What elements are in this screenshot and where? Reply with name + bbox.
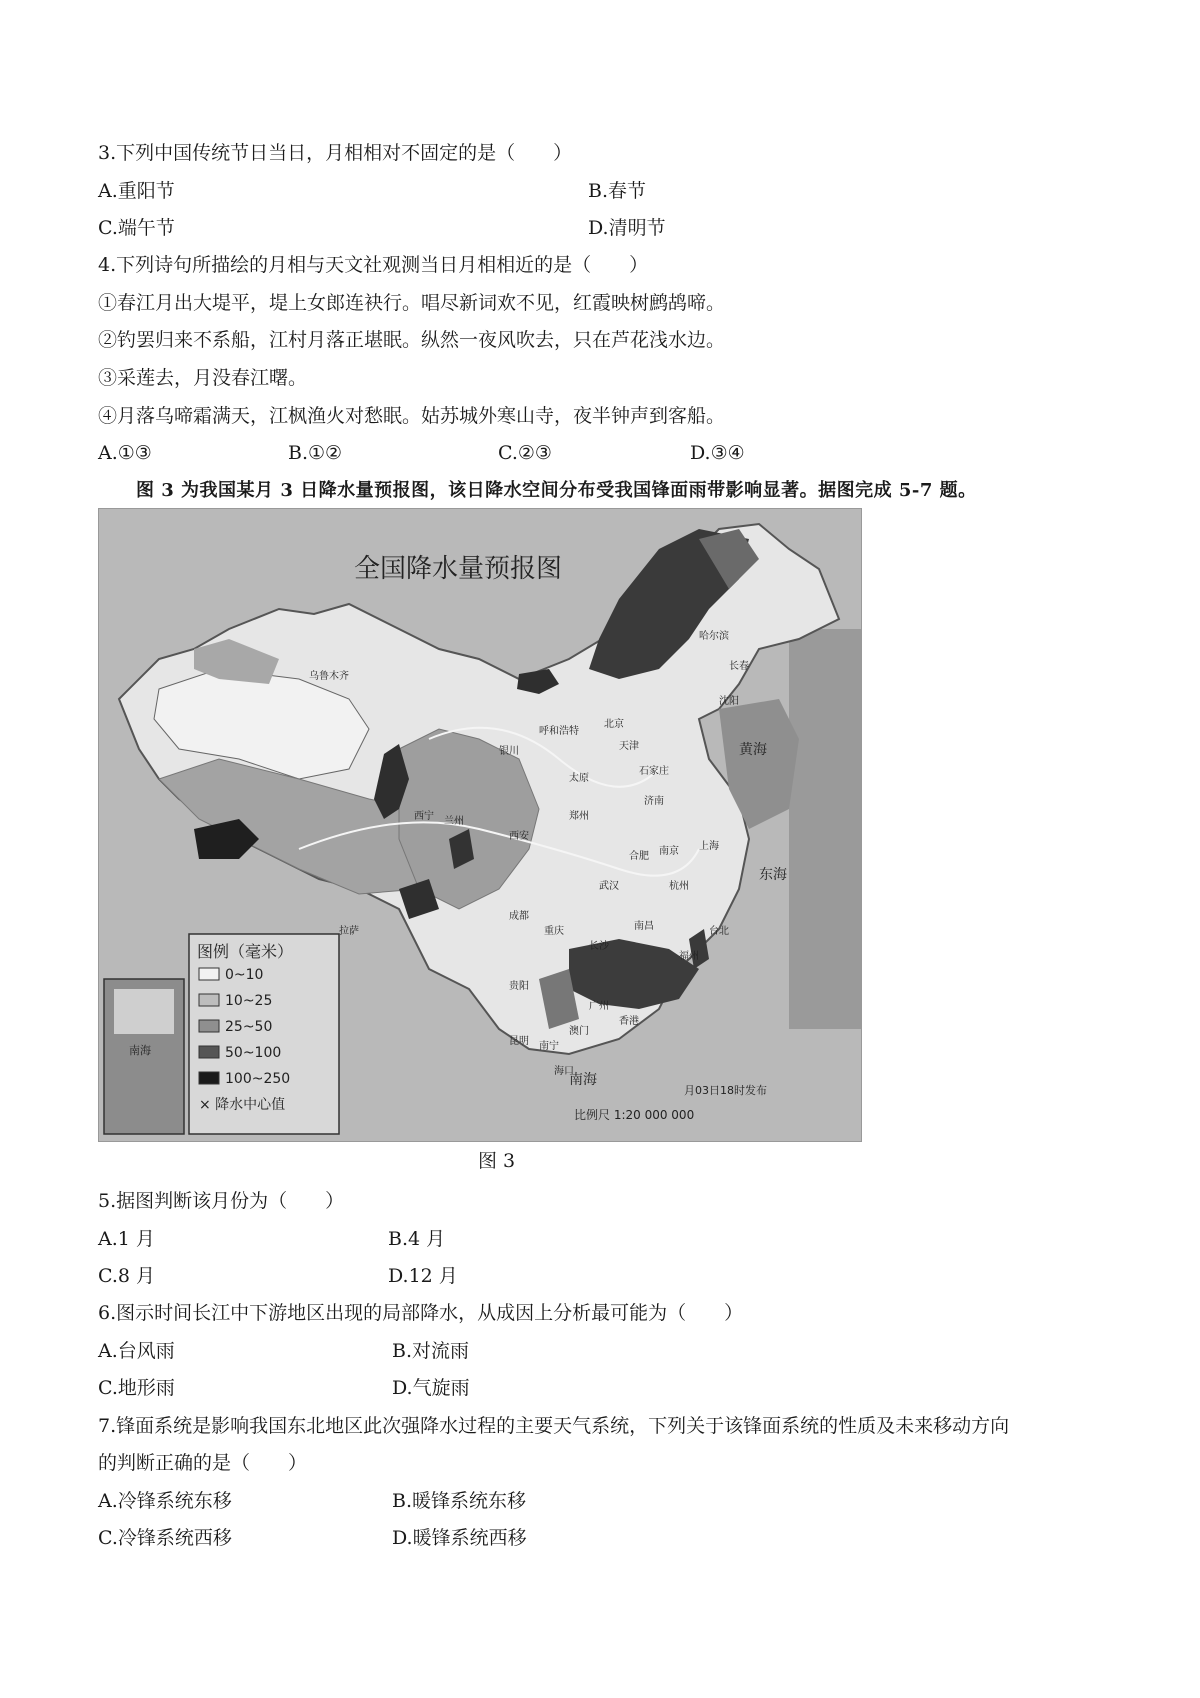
q7-option-d[interactable]: D.暖锋系统西移 [392, 1527, 527, 1549]
q5-option-a[interactable]: A.1 月 [98, 1228, 155, 1250]
release-time: 月03日18时发布 [684, 1084, 767, 1097]
legend-title: 图例（毫米） [197, 942, 294, 961]
city-label: 香港 [619, 1016, 639, 1027]
precipitation-map-figure [98, 508, 862, 1142]
inset-label: 南海 [129, 1044, 151, 1057]
q7-stem-line2: 的判断正确的是（ ） [98, 1452, 308, 1474]
q4-option-d[interactable]: D.③④ [690, 442, 745, 464]
legend-swatch [199, 994, 219, 1006]
city-label: 福州 [679, 951, 699, 962]
figure-caption: 图 3 [478, 1150, 516, 1172]
city-label: 拉萨 [339, 926, 359, 937]
legend-swatch [199, 1020, 219, 1032]
city-label: 成都 [509, 911, 529, 922]
q3-option-d[interactable]: D.清明节 [588, 217, 666, 239]
q5-option-c[interactable]: C.8 月 [98, 1265, 156, 1287]
city-label: 澳门 [569, 1026, 589, 1037]
q6-option-d[interactable]: D.气旋雨 [392, 1377, 470, 1399]
q6-stem: 6.图示时间长江中下游地区出现的局部降水，从成因上分析最可能为（ ） [98, 1302, 744, 1324]
city-label: 兰州 [444, 816, 464, 827]
precipitation-map [99, 509, 861, 1141]
city-label: 长沙 [589, 941, 609, 952]
city-label: 沈阳 [719, 696, 739, 707]
city-label: 上海 [699, 841, 719, 852]
city-label: 郑州 [569, 811, 589, 822]
city-label: 合肥 [629, 851, 649, 862]
q3-option-b[interactable]: B.春节 [588, 180, 647, 202]
q5-option-d[interactable]: D.12 月 [388, 1265, 458, 1287]
city-label: 贵阳 [509, 981, 529, 992]
city-label: 西宁 [414, 811, 434, 822]
q3-option-c[interactable]: C.端午节 [98, 217, 175, 239]
q7-option-b[interactable]: B.暖锋系统东移 [392, 1490, 527, 1512]
q7-option-c[interactable]: C.冷锋系统西移 [98, 1527, 232, 1549]
q4-poem-4: ④月落乌啼霜满天，江枫渔火对愁眠。姑苏城外寒山寺，夜半钟声到客船。 [98, 405, 726, 427]
sea-label-yellow: 黄海 [739, 742, 767, 758]
city-label: 海口 [554, 1066, 574, 1077]
city-label: 长春 [729, 661, 749, 672]
q3-option-a[interactable]: A.重阳节 [98, 180, 175, 202]
q5-option-b[interactable]: B.4 月 [388, 1228, 446, 1250]
q4-option-c[interactable]: C.②③ [498, 442, 552, 464]
city-label: 石家庄 [639, 766, 669, 777]
city-label: 西安 [509, 831, 529, 842]
figure-intro: 图 3 为我国某月 3 日降水量预报图，该日降水空间分布受我国锋面雨带影响显著。据图完成 5-7 题。 [136, 480, 977, 501]
q6-option-c[interactable]: C.地形雨 [98, 1377, 175, 1399]
q4-poem-3: ③采莲去，月没春江曙。 [98, 367, 308, 389]
city-label: 广州 [589, 1001, 609, 1012]
city-label: 天津 [619, 741, 639, 752]
legend-label: 100~250 [225, 1071, 291, 1087]
q4-option-b[interactable]: B.①② [288, 442, 343, 464]
city-label: 银川 [499, 746, 519, 757]
q6-option-a[interactable]: A.台风雨 [98, 1340, 175, 1362]
legend-label: 10~25 [225, 993, 273, 1009]
q4-stem: 4.下列诗句所描绘的月相与天文社观测当日月相相近的是（ ） [98, 254, 649, 276]
city-label: 台北 [709, 926, 729, 937]
city-label: 南宁 [539, 1041, 559, 1052]
sea-label-south: 南海 [569, 1072, 597, 1088]
legend-label: 25~50 [225, 1019, 273, 1035]
legend-swatch [199, 1046, 219, 1058]
city-label: 北京 [604, 719, 624, 730]
city-label: 南京 [659, 846, 679, 857]
map-title: 全国降水量预报图 [354, 554, 563, 584]
map-scale: 比例尺 1:20 000 000 [574, 1108, 695, 1122]
city-label: 武汉 [599, 881, 619, 892]
q4-poem-1: ①春江月出大堤平，堤上女郎连袂行。唱尽新词欢不见，红霞映树鹧鸪啼。 [98, 292, 726, 314]
city-label: 杭州 [669, 881, 689, 892]
q7-option-a[interactable]: A.冷锋系统东移 [98, 1490, 232, 1512]
legend-label: × 降水中心值 [199, 1097, 286, 1113]
city-label: 乌鲁木齐 [309, 671, 349, 682]
q3-stem: 3.下列中国传统节日当日，月相相对不固定的是（ ） [98, 142, 573, 164]
legend-swatch [199, 968, 219, 980]
q4-poem-2: ②钓罢归来不系船，江村月落正堪眠。纵然一夜风吹去，只在芦花浅水边。 [98, 329, 726, 351]
city-label: 太原 [569, 773, 589, 784]
q4-option-a[interactable]: A.①③ [98, 442, 152, 464]
q7-stem-line1: 7.锋面系统是影响我国东北地区此次强降水过程的主要天气系统，下列关于该锋面系统的性质及未来移动方向 [98, 1415, 1010, 1437]
legend-swatch [199, 1072, 219, 1084]
city-label: 哈尔滨 [699, 631, 729, 642]
city-label: 济南 [644, 796, 664, 807]
q6-option-b[interactable]: B.对流雨 [392, 1340, 470, 1362]
city-label: 南昌 [634, 921, 654, 932]
legend-label: 0~10 [225, 967, 264, 983]
q5-stem: 5.据图判断该月份为（ ） [98, 1190, 345, 1212]
legend-label: 50~100 [225, 1045, 282, 1061]
city-label: 呼和浩特 [539, 726, 579, 737]
sea-label-east: 东海 [759, 867, 787, 883]
city-label: 重庆 [544, 926, 564, 937]
city-label: 昆明 [509, 1036, 529, 1047]
